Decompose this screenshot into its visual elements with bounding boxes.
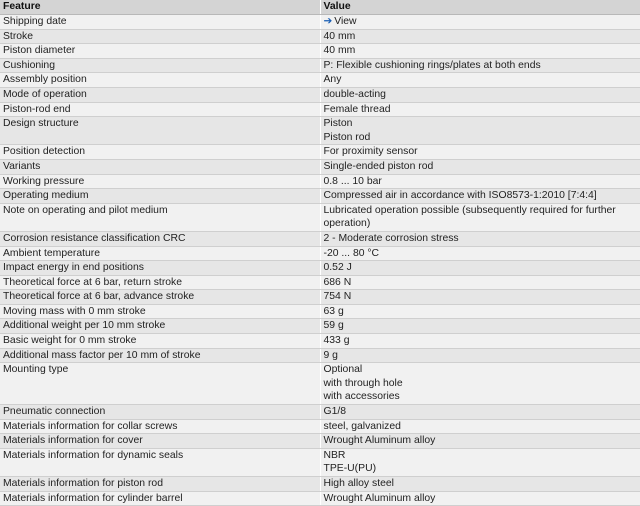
feature-cell: Working pressure — [0, 174, 320, 189]
feature-cell: Impact energy in end positions — [0, 261, 320, 276]
table-row — [0, 348, 640, 363]
value-line: Wrought Aluminum alloy — [323, 435, 436, 447]
table-row — [0, 477, 640, 492]
table-row — [0, 117, 640, 145]
table-row — [0, 419, 640, 434]
value-line: Female thread — [323, 103, 391, 115]
value-cell — [320, 477, 640, 492]
table-row — [0, 102, 640, 117]
feature-cell: Shipping date — [0, 15, 320, 30]
arrow-right-icon: ➔ — [323, 16, 333, 27]
table-row — [0, 491, 640, 506]
table-row — [0, 261, 640, 276]
value-line: G1/8 — [323, 406, 347, 418]
feature-cell: Theoretical force at 6 bar, advance stroke — [0, 290, 320, 305]
view-link[interactable] — [324, 15, 640, 29]
value-line: 0.52 J — [323, 262, 352, 274]
feature-cell: Materials information for cylinder barrel — [0, 491, 320, 506]
table-row — [0, 145, 640, 160]
table-body — [0, 15, 640, 506]
value-line: double-acting — [323, 88, 386, 100]
value-line: 63 g — [323, 305, 344, 317]
value-line: 40 mm — [323, 30, 356, 42]
value-cell — [320, 348, 640, 363]
feature-cell: Stroke — [0, 29, 320, 44]
value-line: 59 g — [323, 320, 344, 332]
feature-cell: Additional mass factor per 10 mm of stroke — [0, 348, 320, 363]
value-cell[interactable] — [320, 15, 640, 30]
feature-cell: Theoretical force at 6 bar, return stroke — [0, 275, 320, 290]
value-column-header: Value — [320, 0, 640, 15]
value-line: Compressed air in accordance with ISO8573-1:2010 [7:4:4] — [323, 190, 597, 202]
table-row — [0, 448, 640, 476]
value-cell — [320, 174, 640, 189]
value-cell — [320, 189, 640, 204]
feature-cell: Piston diameter — [0, 44, 320, 59]
table-row — [0, 246, 640, 261]
value-cell — [320, 363, 640, 405]
value-line: 754 N — [323, 291, 352, 303]
table-row — [0, 189, 640, 204]
value-cell — [320, 261, 640, 276]
feature-cell: Materials information for collar screws — [0, 419, 320, 434]
value-cell — [320, 145, 640, 160]
value-cell — [320, 29, 640, 44]
feature-cell: Additional weight per 10 mm stroke — [0, 319, 320, 334]
table-header-row — [0, 0, 640, 15]
value-line: 433 g — [323, 335, 350, 347]
value-line: -20 ... 80 °C — [323, 247, 380, 259]
value-line: Piston — [323, 118, 353, 130]
value-line: Wrought Aluminum alloy — [323, 492, 436, 504]
table-row — [0, 29, 640, 44]
feature-cell: Piston-rod end — [0, 102, 320, 117]
value-line: Optional — [323, 364, 363, 376]
table-row — [0, 319, 640, 334]
feature-cell: Operating medium — [0, 189, 320, 204]
feature-cell: Variants — [0, 159, 320, 174]
value-cell — [320, 304, 640, 319]
value-cell — [320, 434, 640, 449]
value-line: 40 mm — [323, 45, 356, 57]
feature-cell: Ambient temperature — [0, 246, 320, 261]
table-row — [0, 159, 640, 174]
value-cell — [320, 203, 640, 231]
value-cell — [320, 319, 640, 334]
value-cell — [320, 117, 640, 145]
value-cell — [320, 246, 640, 261]
table-row — [0, 290, 640, 305]
value-cell — [320, 491, 640, 506]
table-row — [0, 304, 640, 319]
value-cell — [320, 419, 640, 434]
value-line: 9 g — [323, 349, 338, 361]
value-line: 2 - Moderate corrosion stress — [323, 232, 459, 244]
table-row — [0, 87, 640, 102]
value-line: steel, galvanized — [323, 420, 401, 432]
feature-cell: Design structure — [0, 117, 320, 145]
feature-cell: Assembly position — [0, 73, 320, 88]
table-row — [0, 44, 640, 59]
table-row — [0, 275, 640, 290]
value-cell — [320, 87, 640, 102]
value-cell — [320, 231, 640, 246]
value-line: Lubricated operation possible (subsequently required for further — [323, 204, 616, 216]
table-row — [0, 203, 640, 231]
feature-cell: Materials information for cover — [0, 434, 320, 449]
table-row — [0, 363, 640, 405]
value-line: 0.8 ... 10 bar — [323, 175, 382, 187]
table-row — [0, 174, 640, 189]
feature-cell: Position detection — [0, 145, 320, 160]
value-line: NBR — [323, 449, 346, 461]
table-row — [0, 434, 640, 449]
table-row — [0, 334, 640, 349]
feature-cell: Mode of operation — [0, 87, 320, 102]
feature-column-header: Feature — [0, 0, 320, 15]
value-line: Any — [323, 74, 342, 86]
table-row — [0, 73, 640, 88]
table-row — [0, 231, 640, 246]
value-line: TPE-U(PU) — [323, 463, 377, 475]
value-line: with through hole — [323, 377, 403, 389]
view-link-label[interactable]: View — [334, 16, 357, 27]
feature-cell: Corrosion resistance classification CRC — [0, 231, 320, 246]
value-cell — [320, 448, 640, 476]
feature-cell: Moving mass with 0 mm stroke — [0, 304, 320, 319]
table-row — [0, 405, 640, 420]
value-cell — [320, 159, 640, 174]
feature-cell: Basic weight for 0 mm stroke — [0, 334, 320, 349]
feature-cell: Pneumatic connection — [0, 405, 320, 420]
value-line: 686 N — [323, 276, 352, 288]
value-cell — [320, 290, 640, 305]
feature-cell: Materials information for dynamic seals — [0, 448, 320, 476]
value-line: P: Flexible cushioning rings/plates at both ends — [323, 59, 541, 71]
table-row — [0, 58, 640, 73]
value-line: For proximity sensor — [323, 146, 418, 158]
value-line: with accessories — [323, 391, 400, 403]
value-cell — [320, 275, 640, 290]
feature-cell: Mounting type — [0, 363, 320, 405]
value-line: High alloy steel — [323, 478, 394, 489]
value-cell — [320, 44, 640, 59]
value-cell — [320, 73, 640, 88]
feature-cell: Materials information for piston rod — [0, 477, 320, 492]
feature-cell: Note on operating and pilot medium — [0, 203, 320, 231]
value-cell — [320, 334, 640, 349]
feature-cell: Cushioning — [0, 58, 320, 73]
value-line: Piston rod — [323, 131, 371, 143]
value-cell — [320, 405, 640, 420]
value-cell — [320, 102, 640, 117]
value-line: operation) — [323, 218, 371, 230]
table-row — [0, 15, 640, 30]
value-cell — [320, 58, 640, 73]
value-line: Single-ended piston rod — [323, 160, 434, 172]
